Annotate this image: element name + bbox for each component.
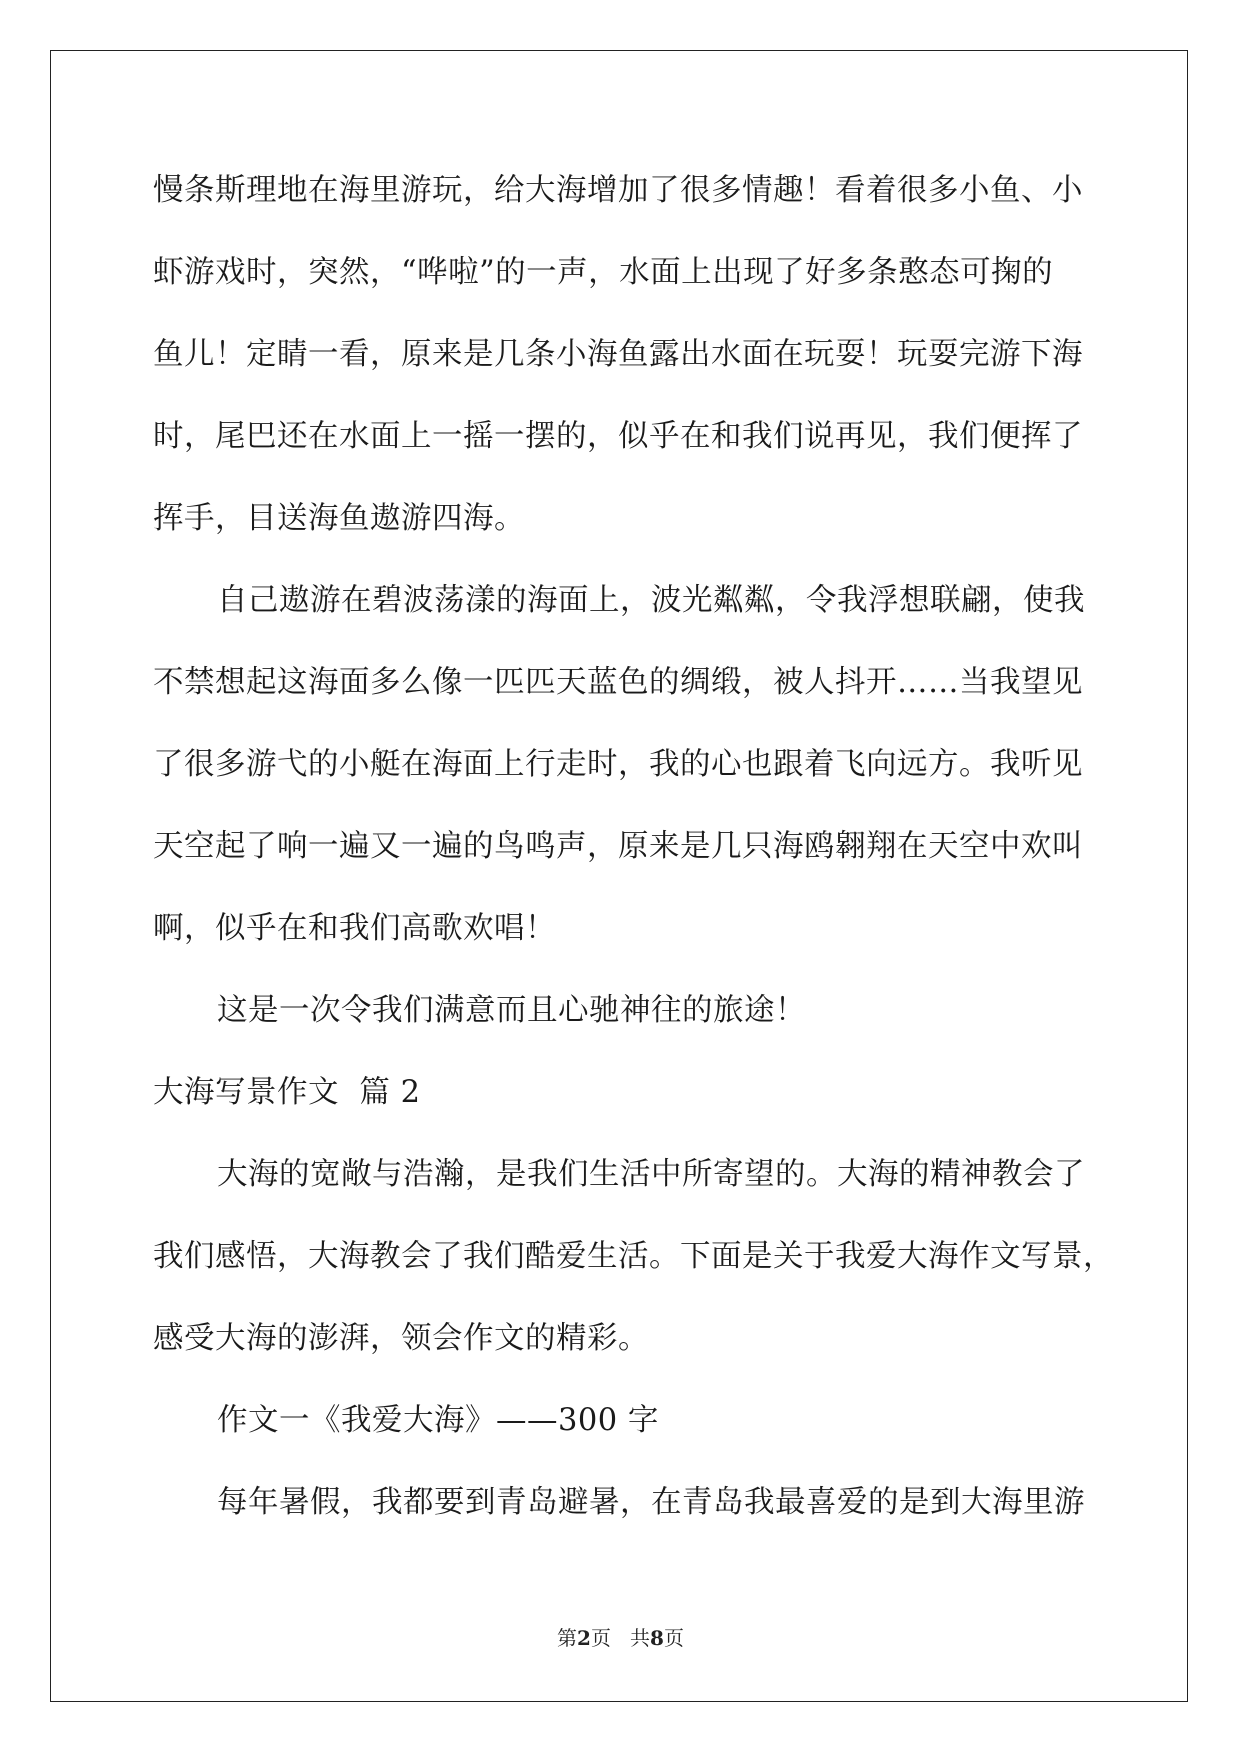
- text-line: 鱼儿！定睛一看，原来是几条小海鱼露出水面在玩耍！玩耍完游下海: [153, 337, 1083, 372]
- text-line: 天空起了响一遍又一遍的鸟鸣声，原来是几只海鸥翱翔在天空中欢叫: [153, 829, 1083, 864]
- text-line: 了很多游弋的小艇在海面上行走时，我的心也跟着飞向远方。我听见: [153, 747, 1083, 782]
- footer-page-suffix: 页: [590, 1626, 611, 1650]
- text-line: 挥手，目送海鱼遨游四海。: [153, 501, 525, 536]
- total-page-number: 8: [650, 1626, 664, 1650]
- text-line: 每年暑假，我都要到青岛避暑，在青岛我最喜爱的是到大海里游: [217, 1485, 1085, 1520]
- text-line: 啊，似乎在和我们高歌欢唱！: [153, 911, 556, 946]
- section-heading: 大海写景作文 篇 2: [153, 1075, 421, 1110]
- text-line: 时，尾巴还在水面上一摇一摆的，似乎在和我们说再见，我们便挥了: [153, 419, 1083, 454]
- page-footer: [0, 1622, 1241, 1651]
- text-line: 这是一次令我们满意而且心驰神往的旅途！: [217, 993, 806, 1028]
- text-line: 不禁想起这海面多么像一匹匹天蓝色的绸缎，被人抖开……当我望见: [153, 665, 1083, 700]
- document-body: [153, 166, 1113, 1560]
- current-page-number: 2: [577, 1626, 591, 1650]
- footer-total-prefix: 共: [630, 1626, 651, 1650]
- text-line: 虾游戏时，突然，“哗啦”的一声，水面上出现了好多条憨态可掬的: [153, 255, 1054, 290]
- text-line: 感受大海的澎湃，领会作文的精彩。: [153, 1321, 649, 1356]
- text-line: 慢条斯理地在海里游玩，给大海增加了很多情趣！看着很多小鱼、小: [153, 173, 1083, 208]
- text-line: 自己遨游在碧波荡漾的海面上，波光粼粼，令我浮想联翩，使我: [217, 583, 1085, 618]
- text-line: 我们感悟，大海教会了我们酷爱生活。下面是关于我爱大海作文写景，: [153, 1239, 1114, 1274]
- text-line: 作文一《我爱大海》——300 字: [217, 1403, 659, 1438]
- footer-total-suffix: 页: [663, 1626, 684, 1650]
- text-line: 大海的宽敞与浩瀚，是我们生活中所寄望的。大海的精神教会了: [217, 1157, 1085, 1192]
- footer-prefix: 第: [557, 1626, 578, 1650]
